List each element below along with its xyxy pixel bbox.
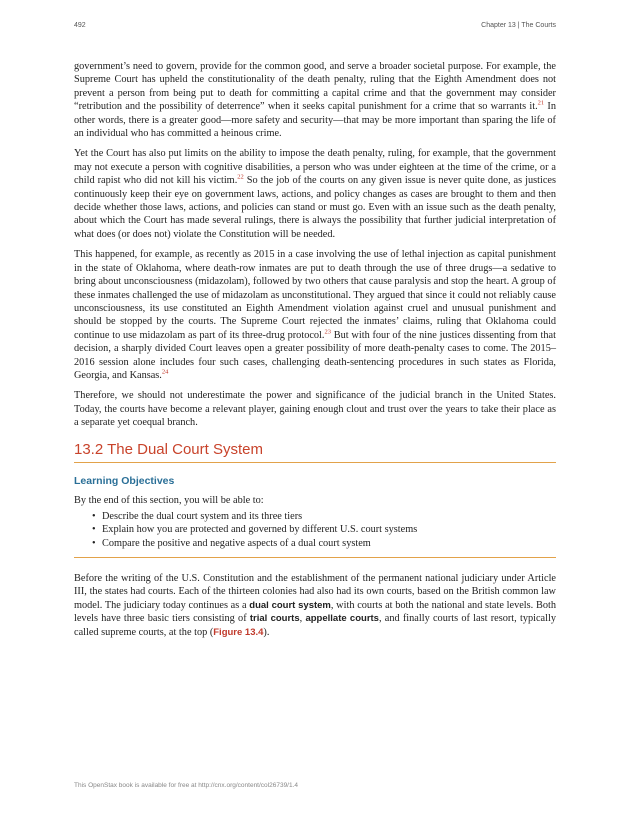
footnote-ref-22[interactable]: 22 <box>237 173 244 181</box>
section-heading: 13.2 The Dual Court System <box>74 443 556 463</box>
paragraph-text: Yet the Court has also put limits on the ability to impose the death penalty, ruling, for example, that the government may not execute a person with cognitive disabilities, a person who was under eighteen at the time of the crime, or a child rapist who did not kill his victim. <box>74 148 556 187</box>
page-footer: This OpenStax book is available for free at http://cnx.org/content/col26739/1.4 <box>74 782 299 789</box>
paragraph-4: Therefore, we should not underestimate the power and significance of the judicial branch in the United States. Today, the courts have become a relevant player, gaining enough clout and trust over the years to take their place as a separate yet coequal branch. <box>74 390 556 429</box>
list-item: • Compare the positive and negative aspects of a dual court system <box>92 537 556 550</box>
paragraph-text: So the job of the courts on any given issue is never quite done, as justices continuously keep their eye on government laws, actions, and policy changes as cases are brought to them and then decide whether those laws, actions, and policies can stand or must go. Even with an issue such as the death penalty, about which the Court has made several rulings, there is always the possibility that further judicial interpretation of what does (or does not) violate the Constitution will be needed. <box>74 175 556 240</box>
paragraph-5 <box>74 572 556 639</box>
paragraph-text: government’s need to govern, provide for the common good, and serve a broader societal purpose. For example, the Supreme Court has upheld the constitutionality of the death penalty, ruling that the Eighth Amendment does not prevent a person from being put to death for committing a capital crime and that the government may consider “retribution and the possibility of deterrence” when it seeks capital punishment for a crime that so warrants it. <box>74 61 556 113</box>
figure-link[interactable]: Figure 13.4 <box>213 626 264 638</box>
learning-objectives-intro: By the end of this section, you will be able to: <box>74 495 264 507</box>
page-content <box>74 60 556 646</box>
page-number: 492 <box>74 22 86 29</box>
paragraph-text: Before the writing of the U.S. Constitution and the establishment of the permanent national judiciary under Article III, the states had courts. Each of the thirteen colonies had also had its own courts, based on the British common law model. The judiciary today continues as a <box>74 573 556 611</box>
paragraph-text: In other words, there is a greater good—more safety and security—that may be more important than sparing the life of an individual who has committed a heinous crime. <box>74 101 556 140</box>
learning-objectives-title: Learning Objectives <box>74 474 175 487</box>
key-term-appellate-courts: appellate courts <box>305 613 379 625</box>
paragraph-1 <box>74 60 556 140</box>
paragraph-text: , and finally courts of last resort, typically called supreme courts, at the top ( <box>74 613 556 638</box>
paragraph-text: ). <box>263 626 270 638</box>
paragraph-2 <box>74 147 556 241</box>
chapter-title: Chapter 13 | The Courts <box>481 22 556 29</box>
key-term-dual-court-system: dual court system <box>249 599 331 611</box>
paragraph-text: But with four of the nine justices dissenting from that decision, a sharply divided Court leaves open a greater possibility of more death-penalty cases to come. The 2015–2016 session alone includes four such cases, challenging death-sentencing procedures in such states as Florida, Georgia, and Kansas. <box>74 329 556 381</box>
section-divider <box>74 557 556 558</box>
key-term-trial-courts: trial courts <box>249 613 300 625</box>
paragraph-text: This happened, for example, as recently as 2015 in a case involving the use of lethal injection as capital punishment in the state of Oklahoma, where death-row inmates are put to death through the use of three drugs—a sedative to bring about unconsciousness (midazolam), followed by two others that cause paralysis and stop the heart. A group of these inmates challenged the use of midazolam as unconstitutional. They argued that since it could not reliably cause unconsciousness, its use constituted an Eighth Amendment violation against cruel and unusual punishment and should be stopped by the courts. The Supreme Court rejected the inmates’ claims, ruling that Oklahoma could continue to use midazolam as part of its three-drug protocol. <box>74 249 556 341</box>
paragraph-text: , <box>299 613 306 625</box>
paragraph-3 <box>74 248 556 382</box>
footnote-ref-21[interactable]: 21 <box>537 99 545 107</box>
list-item: • Describe the dual court system and its three tiers <box>92 510 556 523</box>
footnote-ref-23[interactable]: 23 <box>324 328 331 336</box>
running-header <box>74 22 556 29</box>
footnote-ref-24[interactable]: 24 <box>161 368 169 376</box>
learning-objectives-list <box>74 510 556 550</box>
paragraph-text: , with courts at both the national and state levels. Both levels have three basic tiers consisting of <box>74 599 556 625</box>
list-item: • Explain how you are protected and governed by different U.S. court systems <box>92 523 556 536</box>
